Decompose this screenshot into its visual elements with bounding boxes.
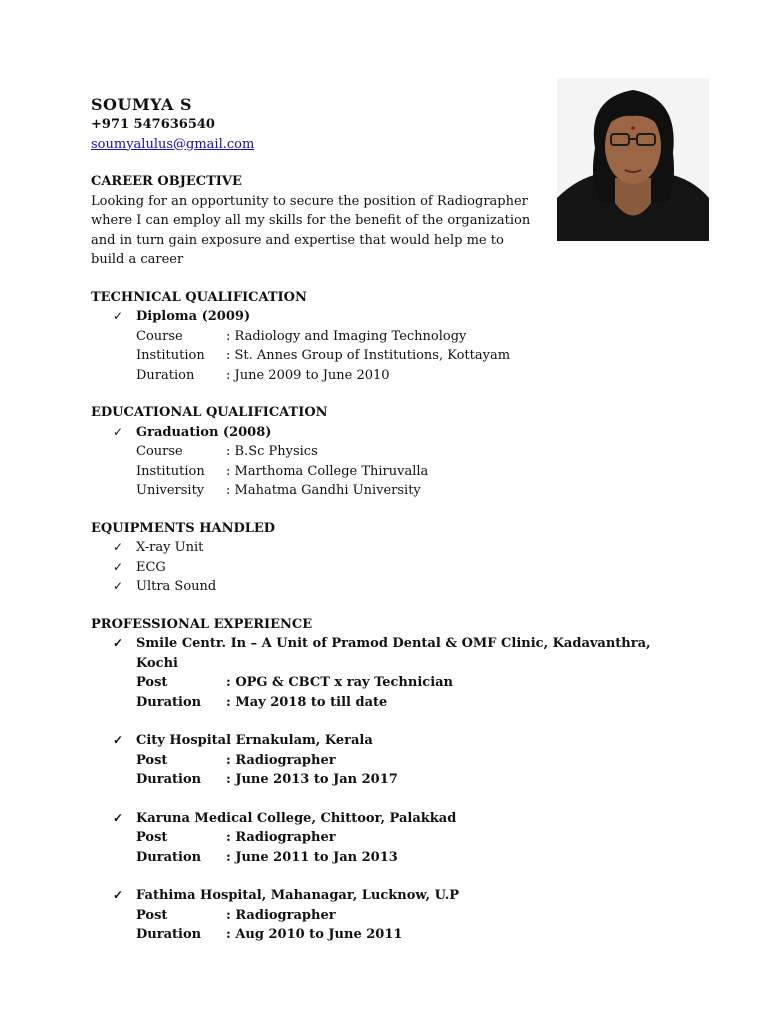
detail-row	[136, 770, 691, 790]
detail-key: Duration	[136, 694, 202, 710]
detail-row	[136, 848, 691, 868]
detail-key: Institution	[136, 463, 205, 479]
checkmark-icon: ✓	[113, 888, 124, 902]
detail-value: : OPG & CBCT x ray Technician	[226, 675, 454, 690]
detail-row	[136, 462, 691, 482]
list-item	[113, 538, 691, 558]
equipment-item: ECG	[136, 559, 166, 575]
educational-qualification-heading: EDUCATIONAL QUALIFICATION	[91, 405, 328, 420]
list-item	[113, 731, 691, 751]
employer-title: Smile Centr. In – A Unit of Pramod Dental & OMF Clinic, Kadavanthra, Kochi	[136, 636, 651, 671]
equipments-handled-heading: EQUIPMENTS HANDLED	[91, 520, 276, 536]
detail-key: Post	[136, 675, 168, 690]
checkmark-icon: ✓	[113, 540, 124, 554]
detail-key: Institution	[136, 348, 205, 363]
detail-row	[136, 442, 691, 462]
detail-value: : June 2013 to Jan 2017	[226, 772, 398, 787]
detail-value: : Radiology and Imaging Technology	[226, 328, 467, 344]
career-objective-heading: CAREER OBJECTIVE	[91, 174, 242, 189]
checkmark-icon: ✓	[113, 559, 124, 574]
detail-key: Post	[136, 830, 168, 845]
detail-value: : St. Annes Group of Institutions, Kottayam	[226, 348, 511, 363]
list-item	[113, 423, 691, 443]
detail-value: : June 2009 to June 2010	[226, 367, 390, 383]
detail-value: : Mahatma Gandhi University	[226, 483, 421, 498]
list-item	[113, 307, 691, 327]
list-item	[113, 809, 691, 829]
checkmark-icon: ✓	[113, 810, 124, 825]
detail-value: : June 2011 to Jan 2013	[226, 849, 398, 865]
detail-value: : B.Sc Physics	[226, 444, 318, 459]
employer-title: Fathima Hospital, Mahanagar, Lucknow, U.P	[136, 888, 460, 903]
detail-key: University	[136, 483, 205, 498]
qualification-title: Graduation (2008)	[136, 424, 272, 440]
checkmark-icon: ✓	[113, 309, 124, 323]
detail-row	[136, 693, 691, 713]
equipment-item: X-ray Unit	[136, 540, 204, 555]
detail-value: : Radiographer	[226, 752, 336, 768]
email-link[interactable]: soumyalulus@gmail.com	[91, 136, 255, 152]
detail-key: Duration	[136, 367, 195, 383]
detail-row	[136, 925, 691, 945]
checkmark-icon: ✓	[113, 733, 124, 747]
candidate-name: SOUMYA S	[91, 95, 193, 114]
detail-key: Post	[136, 752, 168, 768]
list-item	[113, 634, 691, 673]
detail-row	[136, 346, 691, 366]
detail-value: : Radiographer	[226, 907, 336, 923]
phone-number: +971 547636540	[91, 117, 215, 132]
detail-row	[136, 673, 691, 693]
employer-title: Karuna Medical College, Chittoor, Palakkad	[136, 810, 457, 826]
detail-row	[136, 828, 691, 848]
detail-key: Duration	[136, 772, 202, 787]
detail-key: Course	[136, 328, 183, 344]
detail-value: : May 2018 to till date	[226, 694, 388, 710]
checkmark-icon: ✓	[113, 424, 124, 439]
employer-title: City Hospital Ernakulam, Kerala	[136, 733, 373, 748]
list-item	[113, 577, 691, 597]
equipment-item: Ultra Sound	[136, 579, 217, 594]
detail-key: Duration	[136, 927, 202, 942]
list-item	[113, 886, 691, 906]
career-objective-text: Looking for an opportunity to secure the position of Radiographer where I can employ all my skills for the benefit of the organization and in turn gain exposure and expertise that would help me to build a career	[91, 193, 531, 267]
detail-key: Duration	[136, 849, 202, 865]
checkmark-icon: ✓	[113, 636, 124, 650]
detail-row	[136, 327, 691, 347]
resume	[91, 95, 691, 945]
checkmark-icon: ✓	[113, 579, 124, 593]
detail-value: : Aug 2010 to June 2011	[226, 927, 403, 942]
detail-key: Course	[136, 444, 183, 459]
detail-row	[136, 366, 691, 386]
qualification-title: Diploma (2009)	[136, 309, 251, 324]
detail-key: Post	[136, 907, 168, 923]
technical-qualification-heading: TECHNICAL QUALIFICATION	[91, 289, 307, 305]
detail-value: : Radiographer	[226, 830, 336, 845]
detail-row	[136, 751, 691, 771]
professional-experience-heading: PROFESSIONAL EXPERIENCE	[91, 616, 313, 632]
list-item	[113, 558, 691, 578]
detail-value: : Marthoma College Thiruvalla	[226, 463, 429, 479]
detail-row	[136, 906, 691, 926]
detail-row	[136, 481, 691, 501]
